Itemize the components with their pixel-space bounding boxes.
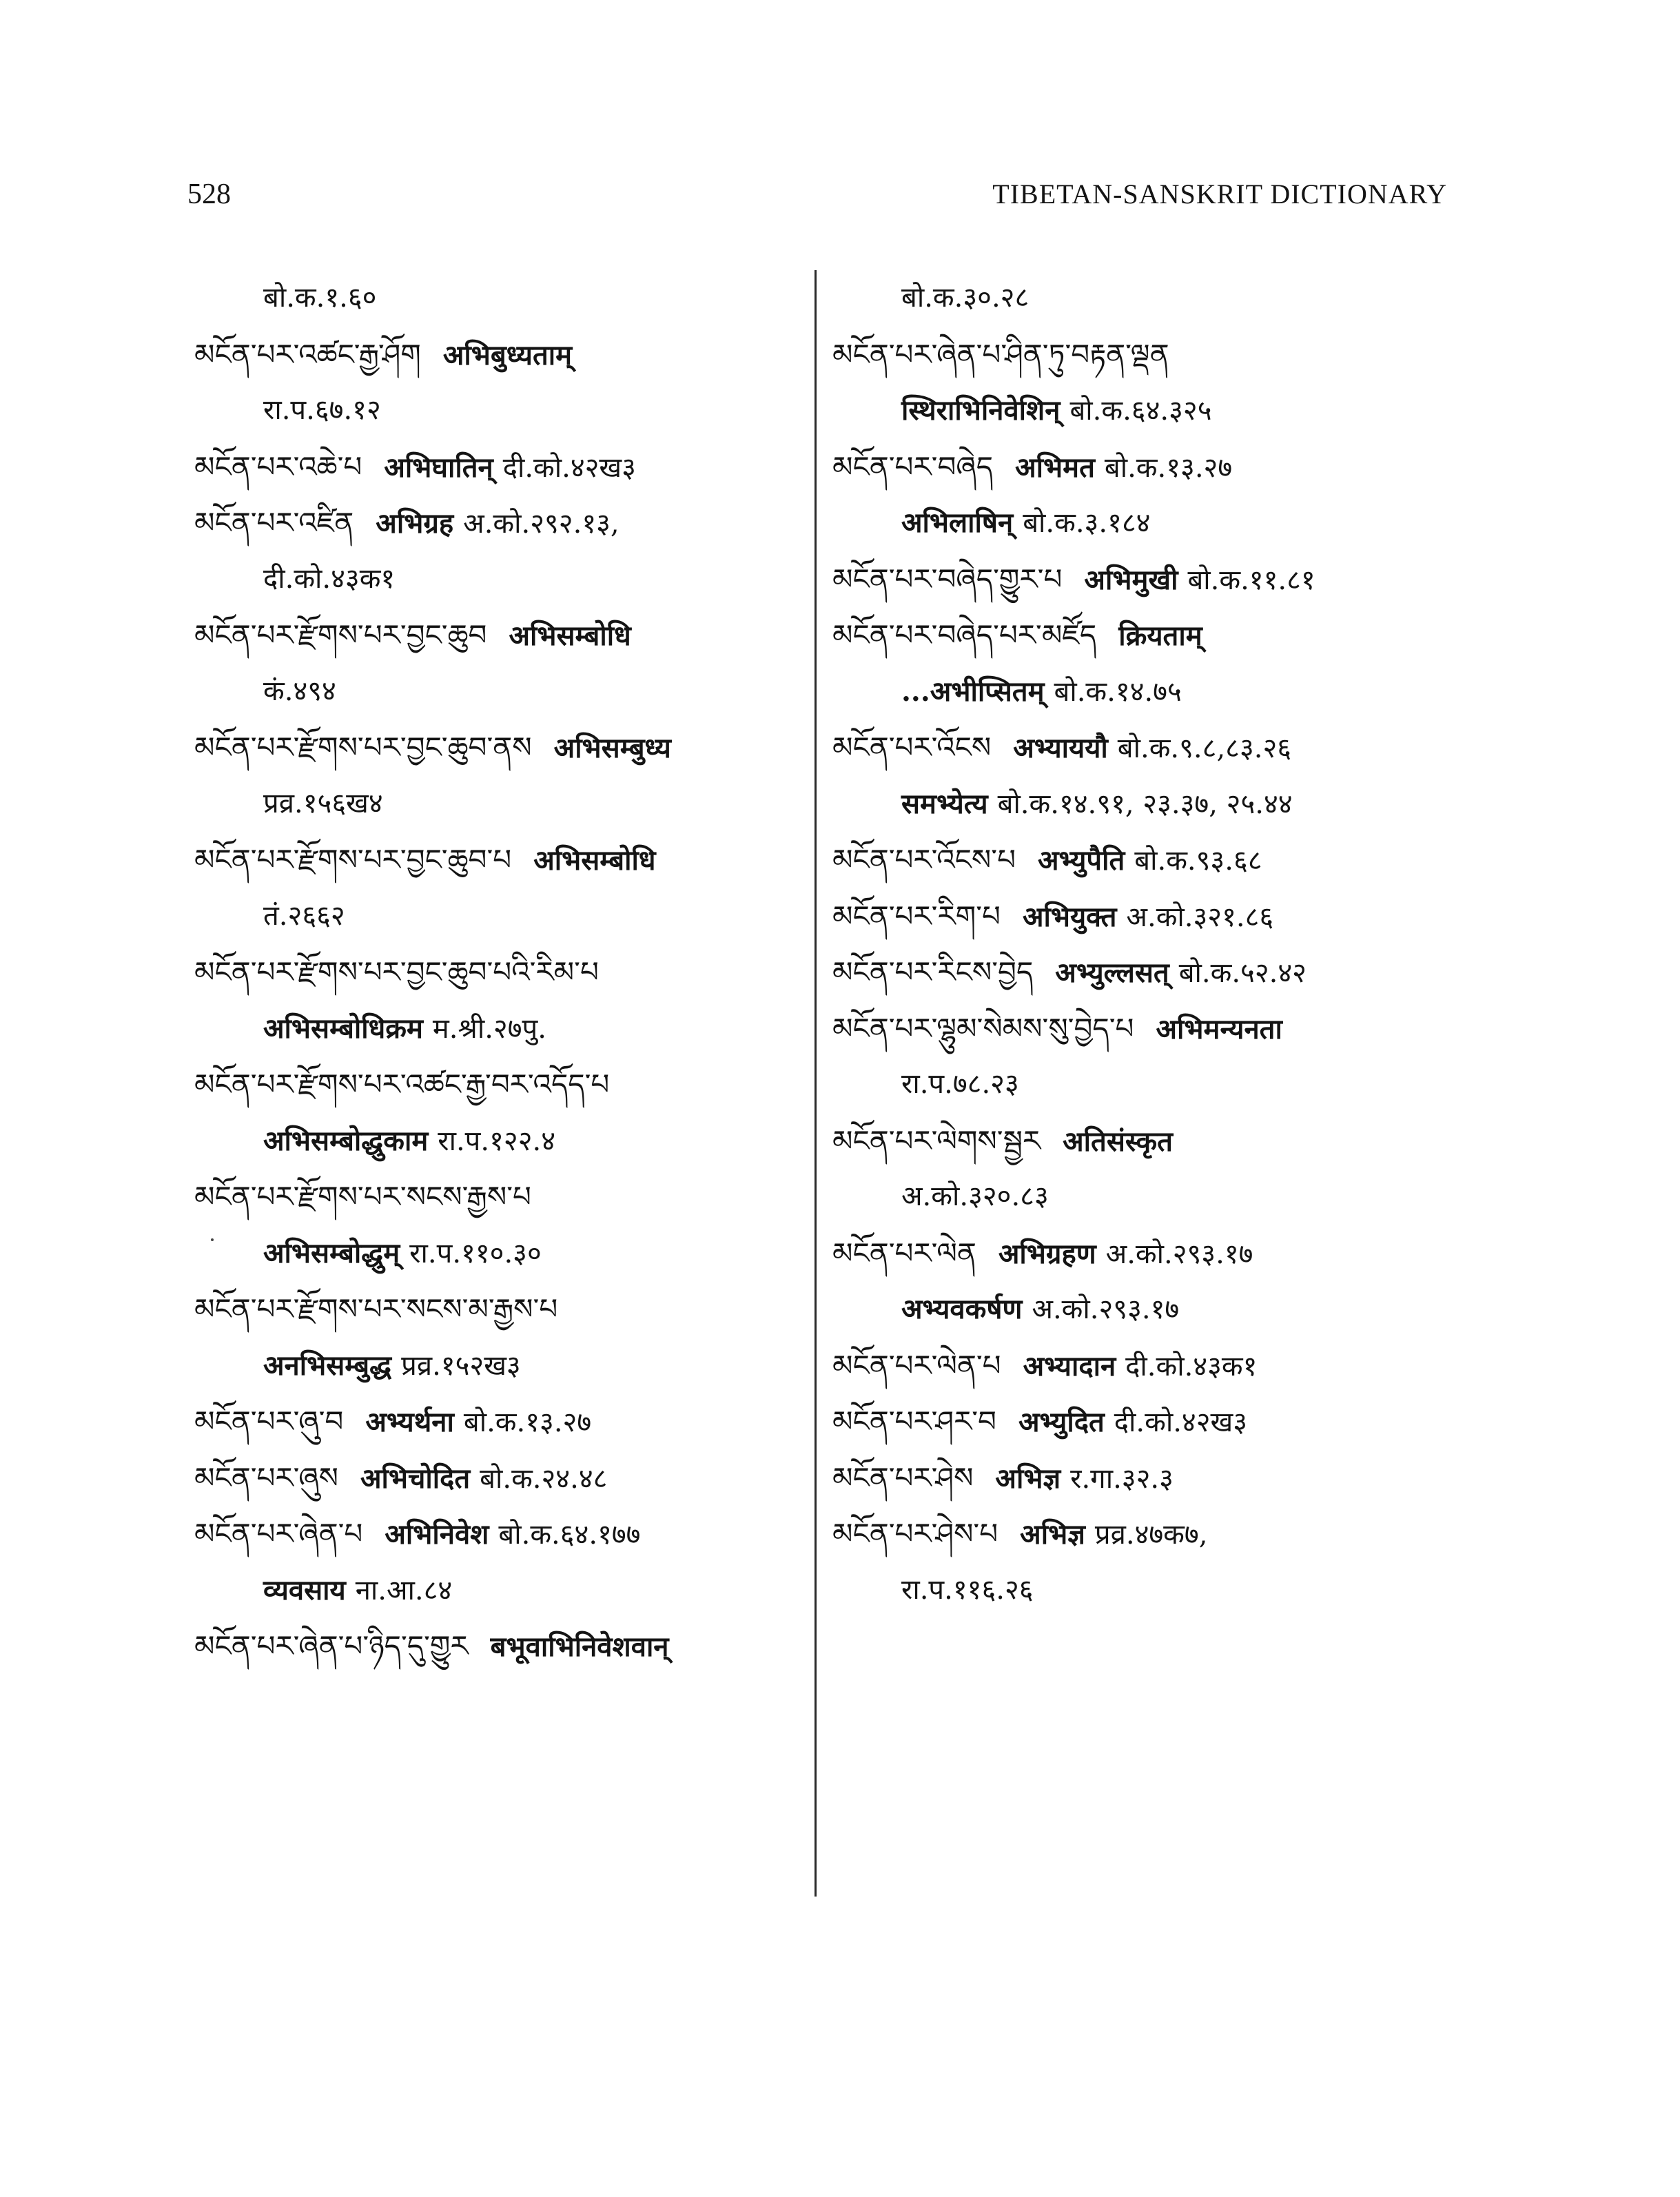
dictionary-entry	[194, 944, 811, 1001]
source-reference: बो.क.१४.९१, २३.३७, २५.४४	[997, 788, 1293, 820]
tibetan-headword: མངོན་པར་འཚང་རྒྱ་ཤོག	[194, 337, 421, 371]
tibetan-headword: མངོན་པར་ལྷུམ་སེམས་སུ་བྱེད་པ	[832, 1011, 1134, 1045]
source-reference: बो.क.१३.२७	[463, 1407, 592, 1438]
entry-continuation	[194, 888, 811, 945]
entry-continuation	[832, 1056, 1456, 1113]
sanskrit-equivalent: अभ्युपैति	[1038, 844, 1125, 877]
sanskrit-equivalent: अभिसम्बोधि	[509, 620, 631, 652]
sanskrit-equivalent: अभ्याययौ	[1013, 732, 1108, 764]
entry-continuation	[832, 664, 1456, 720]
dictionary-entry	[832, 719, 1456, 776]
dictionary-entry	[832, 551, 1456, 608]
dictionary-entry	[194, 1450, 811, 1506]
source-reference: रा.प.१२२.४	[438, 1125, 556, 1157]
source-reference: तं.२६६२	[263, 899, 345, 932]
dictionary-entry	[832, 944, 1456, 1001]
dictionary-entry	[832, 439, 1456, 495]
tibetan-headword: མངོན་པར་ལེན་པ	[832, 1348, 1001, 1382]
tibetan-headword: མངོན་པར་རྫོགས་པར་བྱང་ཆུབ་ནས	[194, 730, 532, 764]
entry-continuation	[194, 1113, 811, 1169]
source-reference: बो.क.३.१८४	[1023, 507, 1151, 539]
tibetan-headword: མངོན་པར་ཤར་བ	[832, 1404, 996, 1438]
entry-continuation	[832, 776, 1456, 832]
dictionary-entry	[194, 1618, 811, 1675]
sanskrit-equivalent: अभिमुखी	[1084, 563, 1178, 596]
running-head: TIBETAN-SANSKRIT DICTIONARY	[992, 178, 1447, 210]
entry-continuation	[832, 1281, 1456, 1338]
tibetan-headword: མངོན་པར་ཞུ་བ	[194, 1404, 344, 1438]
source-reference: बो.क.६४.३२५	[1069, 395, 1212, 427]
tibetan-headword: མངོན་པར་རྫོགས་པར་བྱང་ཆུབ་པའི་རིམ་པ	[194, 955, 599, 989]
left-column	[194, 270, 811, 1675]
entry-continuation	[194, 1562, 811, 1619]
sanskrit-equivalent: अभिज्ञ	[995, 1462, 1061, 1495]
sanskrit-equivalent: अभिसम्बुध्य	[553, 732, 671, 764]
sanskrit-equivalent: अभिसम्बोधिक्रम	[263, 1012, 423, 1045]
entry-continuation	[194, 551, 811, 608]
tibetan-headword: མངོན་པར་ཤེས	[832, 1460, 974, 1495]
dictionary-entry	[194, 1393, 811, 1450]
dictionary-entry	[194, 1056, 811, 1113]
sanskrit-equivalent: अभिसम्बोद्धुम्	[263, 1236, 400, 1269]
sanskrit-equivalent: अभिनिवेश	[385, 1518, 489, 1551]
entry-continuation	[832, 382, 1456, 439]
sanskrit-equivalent: अभिग्रह	[376, 507, 454, 540]
source-reference: बो.क.३०.२८	[901, 282, 1029, 314]
source-reference: दी.को.४३क१	[1125, 1350, 1258, 1382]
sanskrit-equivalent: अभिघातिन्	[384, 451, 493, 484]
sanskrit-equivalent: स्थिराभिनिवेशिन्	[901, 394, 1061, 427]
source-reference: दी.को.४३क१	[263, 562, 396, 595]
dictionary-entry	[194, 1506, 811, 1562]
source-reference: बो.क.९.८,८३.२६	[1117, 733, 1292, 764]
sanskrit-equivalent: अभिग्रहण	[998, 1237, 1096, 1270]
tibetan-headword: མངོན་པར་ཞེན་པ	[194, 1517, 363, 1551]
source-reference: अ.को.३२१.८६	[1126, 901, 1274, 933]
dictionary-entry	[194, 327, 811, 383]
source-reference: बो.क.२४.४८	[480, 1462, 608, 1495]
dictionary-entry	[194, 1281, 811, 1338]
dictionary-entry	[194, 719, 811, 776]
dictionary-entry	[194, 607, 811, 664]
source-reference: कं.४९४	[263, 675, 336, 707]
sanskrit-equivalent: अभिचोदित	[360, 1462, 471, 1495]
tibetan-headword: མངོན་པར་ཞེན་པ་ཉིད་དུ་གྱུར	[194, 1629, 469, 1663]
source-reference: रा.प.११०.३०	[409, 1237, 542, 1269]
sanskrit-equivalent: अभिसम्बोधि	[533, 844, 656, 877]
tibetan-headword: མངོན་པར་ལེགས་སྦྱར	[832, 1123, 1041, 1158]
tibetan-headword: མངོན་པར་བཞེད་གྱུར་པ	[832, 562, 1063, 596]
tibetan-headword: མངོན་པར་རྫོགས་པར་སངས་རྒྱས་པ	[194, 1180, 531, 1214]
dictionary-entry	[832, 1113, 1456, 1169]
tibetan-headword: མངོན་པར་ལེན	[832, 1236, 976, 1270]
dictionary-entry	[194, 1169, 811, 1225]
source-reference: ना.आ.८४	[355, 1574, 453, 1606]
entry-continuation	[194, 776, 811, 832]
entry-continuation	[194, 664, 811, 720]
sanskrit-equivalent: अभिबुध्यताम्	[442, 338, 573, 371]
dictionary-entry	[832, 607, 1456, 664]
dictionary-entry	[832, 888, 1456, 945]
source-reference: बो.क.११.८१	[1187, 564, 1315, 596]
source-reference: बो.क.१.६०	[263, 282, 377, 314]
tibetan-headword: མངོན་པར་རིག་པ	[832, 899, 1001, 933]
dictionary-entry	[832, 1225, 1456, 1282]
source-reference: बो.क.६४.१७७	[498, 1519, 641, 1551]
dictionary-entry	[832, 1450, 1456, 1506]
source-reference: बो.क.५२.४२	[1178, 957, 1307, 989]
dictionary-entry	[832, 832, 1456, 888]
tibetan-headword: མངོན་པར་འོངས	[832, 730, 992, 764]
entry-continuation	[832, 1562, 1456, 1619]
tibetan-headword: མངོན་པར་ཤེས་པ	[832, 1517, 998, 1551]
entry-continuation	[832, 270, 1456, 327]
tibetan-headword: མངོན་པར་བཞེད	[832, 449, 994, 484]
source-reference: अ.को.२९३.१७	[1105, 1238, 1253, 1270]
source-reference: प्रव्र.१५६ख४	[263, 787, 383, 819]
tibetan-headword: མངོན་པར་འོངས་པ	[832, 843, 1016, 877]
sanskrit-equivalent: अभिज्ञ	[1020, 1518, 1085, 1551]
source-reference: प्रव्र.१५२ख३	[401, 1349, 521, 1382]
sanskrit-equivalent: अनभिसम्बुद्ध	[263, 1349, 392, 1382]
sanskrit-equivalent: अभिसम्बोद्धुकाम	[263, 1124, 429, 1157]
source-reference: बो.क.१३.२७	[1104, 451, 1233, 484]
tibetan-headword: མངོན་པར་འཛིན	[194, 506, 354, 540]
source-reference: अ.को.२९२.१३,	[463, 508, 619, 540]
tibetan-headword: མངོན་པར་བཞེད་པར་མཛོད	[832, 618, 1097, 652]
source-reference: अ.को.३२०.८३	[901, 1181, 1049, 1212]
tibetan-headword: མངོན་པར་རྫོགས་པར་བྱང་ཆུབ་པ	[194, 843, 512, 877]
source-reference: अ.को.२९३.१७	[1032, 1294, 1180, 1325]
entry-continuation	[194, 1001, 811, 1057]
source-reference: रा.प.६७.१२	[263, 394, 381, 426]
tibetan-headword: མངོན་པར་རིངས་བྱེད	[832, 955, 1034, 989]
source-reference: दी.को.४२ख३	[1114, 1407, 1248, 1438]
dictionary-entry	[194, 832, 811, 888]
source-reference: दी.को.४२ख३	[502, 451, 636, 484]
sanskrit-equivalent: व्यवसाय	[263, 1573, 346, 1606]
dictionary-entry	[832, 1338, 1456, 1394]
sanskrit-equivalent: अभ्युल्लसत्	[1055, 957, 1169, 989]
tibetan-headword: མངོན་པར་ཞུས	[194, 1460, 338, 1495]
source-reference: बो.क.९३.६८	[1134, 845, 1262, 877]
sanskrit-equivalent: अतिसंस्कृत	[1063, 1125, 1173, 1158]
dictionary-entry	[832, 1506, 1456, 1562]
entry-continuation	[832, 1169, 1456, 1225]
sanskrit-equivalent: समभ्येत्य	[901, 787, 988, 820]
source-reference: प्रव्र.४७क७,	[1094, 1519, 1208, 1551]
dictionary-entry	[832, 1001, 1456, 1057]
sanskrit-equivalent: बभूवाभिनिवेशवान्	[490, 1631, 669, 1663]
source-reference: बो.क.१४.७५	[1054, 675, 1182, 708]
dictionary-entry	[194, 495, 811, 551]
column-divider	[815, 270, 817, 1897]
source-reference: म.श्री.२७पु.	[432, 1012, 546, 1045]
dictionary-entry	[832, 327, 1456, 383]
entry-continuation	[194, 270, 811, 327]
sanskrit-equivalent: अभ्यवकर्षण	[901, 1293, 1023, 1325]
source-reference: रा.प.११६.२६	[901, 1573, 1034, 1606]
tibetan-headword: མངོན་པར་འཆེ་པ	[194, 449, 362, 484]
tibetan-headword: མངོན་པར་རྫོགས་པར་འཚང་རྒྱ་བར་འདོད་པ	[194, 1067, 610, 1101]
tibetan-headword: མངོན་པར་ཞེན་པ་ཤིན་ཏུ་བརྟན་ལྡན	[832, 337, 1169, 371]
entry-continuation	[194, 382, 811, 439]
sanskrit-equivalent: अभिलाषिन्	[901, 507, 1014, 539]
sanskrit-equivalent: अभिमत	[1015, 451, 1095, 484]
sanskrit-equivalent: अभ्युदित	[1018, 1406, 1105, 1438]
page-number: 528	[187, 178, 231, 210]
sanskrit-equivalent: क्रियताम्	[1118, 620, 1202, 652]
tibetan-headword: མངོན་པར་རྫོགས་པར་སངས་མ་རྒྱས་པ	[194, 1292, 558, 1326]
entry-continuation	[832, 495, 1456, 551]
dictionary-entry	[832, 1393, 1456, 1450]
sanskrit-equivalent: अभिमन्यनता	[1156, 1012, 1282, 1045]
sanskrit-equivalent: अभ्यर्थना	[365, 1406, 454, 1438]
entry-continuation	[194, 1338, 811, 1394]
right-column	[832, 270, 1456, 1618]
sanskrit-equivalent: ...अभीप्सितम्	[901, 675, 1045, 708]
source-reference: र.गा.३२.३	[1070, 1462, 1174, 1495]
page-header	[0, 178, 1680, 226]
tibetan-headword: མངོན་པར་རྫོགས་པར་བྱང་ཆུབ	[194, 618, 487, 652]
source-reference: रा.प.७८.२३	[901, 1068, 1019, 1100]
margin-speck	[211, 1238, 214, 1241]
sanskrit-equivalent: अभियुक्त	[1022, 900, 1117, 933]
entry-continuation	[194, 1225, 811, 1282]
sanskrit-equivalent: अभ्यादान	[1023, 1349, 1116, 1382]
dictionary-entry	[194, 439, 811, 495]
